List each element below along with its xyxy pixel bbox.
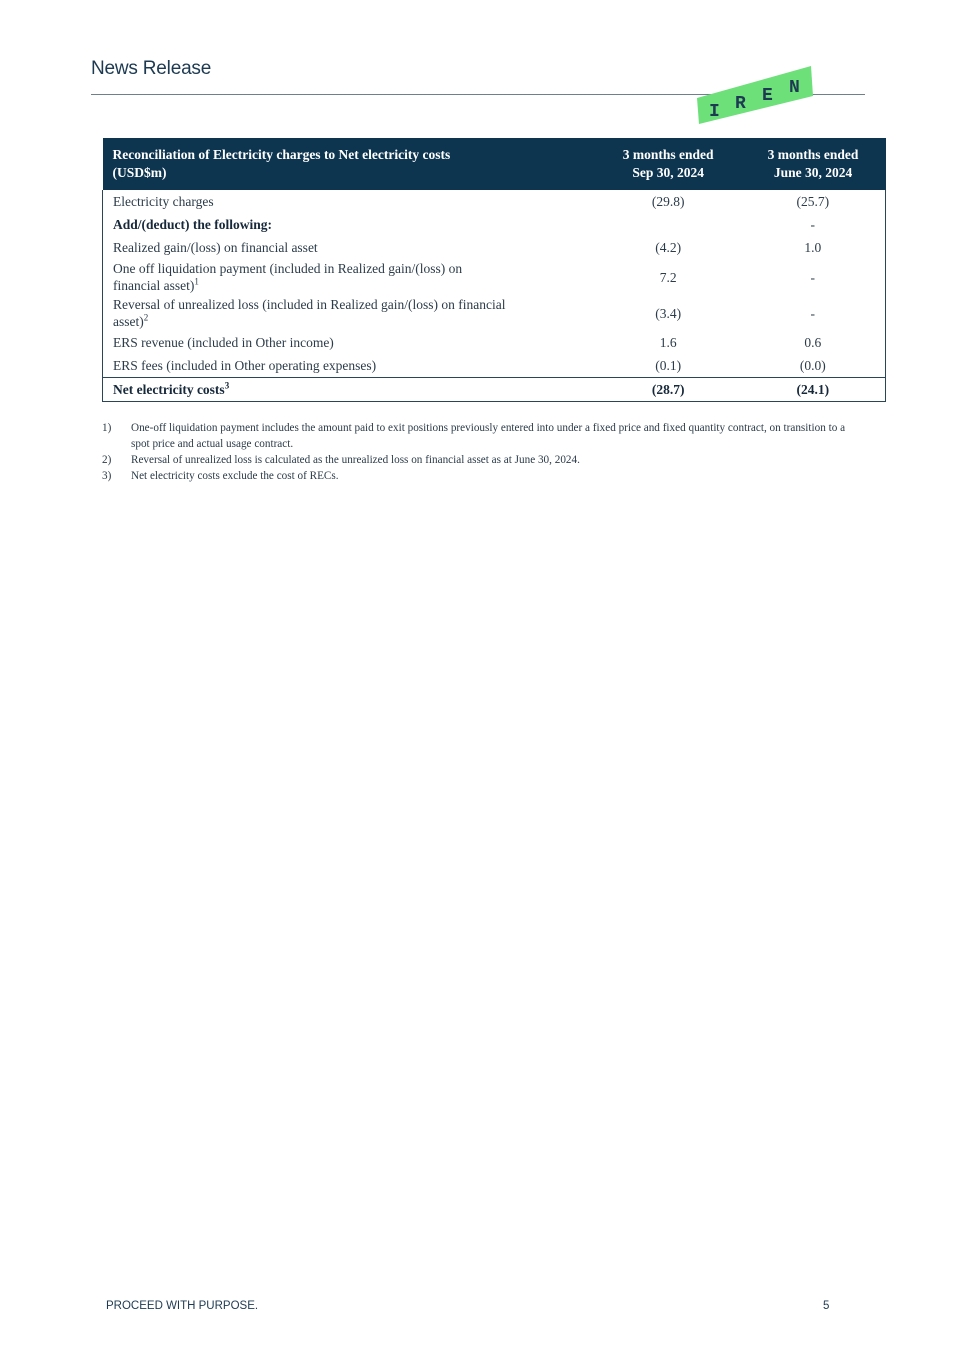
logo-letter-e: E: [762, 86, 773, 106]
footnote-text: Reversal of unrealized loss is calculated as the unrealized loss on financial asset as at June 30, 2024.: [131, 454, 580, 466]
footer-tagline: PROCEED WITH PURPOSE.: [106, 1300, 259, 1312]
row-label: Electricity charges: [113, 194, 214, 209]
header-jun-line1: 3 months ended: [767, 147, 859, 162]
row-sep-value: 1.6: [659, 335, 677, 350]
footnote-marker: 2: [143, 312, 149, 323]
table-row: [103, 259, 886, 295]
footnote-text: Net electricity costs exclude the cost of RECs.: [131, 470, 339, 482]
row-jun-value: -: [810, 305, 816, 321]
iren-logo: [697, 64, 815, 126]
footnote-item: [102, 452, 862, 468]
table-row: [103, 295, 886, 331]
table-row: [103, 354, 886, 377]
page-number: 5: [823, 1300, 830, 1312]
row-label-line1: Reversal of unrealized loss (included in Realized gain/(loss) on financial: [113, 297, 506, 312]
footnote-marker: 3: [224, 380, 230, 390]
row-sep-value: (4.2): [655, 240, 682, 255]
row-jun-value: (0.0): [799, 357, 826, 373]
page-title: News Release: [91, 58, 212, 79]
header-sep-cell: [596, 138, 741, 190]
footnote-item: [102, 468, 862, 484]
table-row: [103, 236, 886, 259]
row-sep-value: (3.4): [655, 305, 682, 321]
header-label-line2: (USD$m): [112, 165, 167, 180]
logo-letter-n: N: [789, 78, 800, 98]
row-jun-value: (25.7): [796, 194, 830, 209]
footnotes: [102, 420, 862, 484]
total-jun-value: (24.1): [796, 381, 830, 397]
footnote-text: One-off liquidation payment includes the amount paid to exit positions previously entered into under a fixed price and fixed quantity contract, on transition to a spot price and actual usage contract.: [131, 422, 846, 450]
footnote-marker: 1: [194, 276, 199, 287]
table-row: [103, 190, 886, 213]
total-label-text: Net electricity costs: [113, 381, 225, 397]
logo-letter-i: I: [709, 102, 720, 122]
row-sep-value: (0.1): [655, 357, 682, 373]
header-jun-line2: June 30, 2024: [773, 165, 853, 180]
row-label: ERS revenue (included in Other income): [113, 335, 334, 350]
table-total-row: [103, 377, 886, 401]
row-label-line2: financial asset): [113, 278, 195, 293]
logo-letter-r: R: [735, 94, 746, 114]
header-label-line1: Reconciliation of Electricity charges to Net electricity costs: [112, 147, 451, 162]
header-label-cell: [103, 138, 596, 190]
table-row: [103, 213, 886, 236]
total-sep-value: (28.7): [651, 381, 685, 397]
row-sep-value: [596, 213, 741, 236]
row-sep-value: (29.8): [651, 194, 685, 209]
row-label-line2: asset): [113, 314, 144, 329]
row-label: ERS fees (included in Other operating expenses): [113, 357, 377, 373]
header-sep-line1: 3 months ended: [622, 147, 714, 162]
reconciliation-table-container: [102, 138, 886, 402]
row-sep-value: 7.2: [659, 269, 677, 285]
row-label: [103, 295, 596, 331]
reconciliation-table: [102, 138, 886, 402]
row-jun-value: 1.0: [804, 240, 822, 255]
footnote-item: [102, 420, 862, 452]
table-row: [103, 331, 886, 354]
header-sep-line2: Sep 30, 2024: [632, 165, 704, 180]
row-jun-value: -: [810, 217, 816, 232]
row-label-line1: One off liquidation payment (included in Realized gain/(loss) on: [113, 261, 463, 276]
row-label: [103, 259, 596, 295]
row-jun-value: 0.6: [804, 335, 822, 350]
footnote-number: 1): [102, 422, 112, 434]
row-jun-value: -: [810, 269, 816, 285]
table-header-row: [103, 138, 886, 190]
row-label: Add/(deduct) the following:: [113, 217, 273, 232]
header-jun-cell: [741, 138, 886, 190]
footnote-number: 3): [102, 470, 112, 482]
row-label: Realized gain/(loss) on financial asset: [113, 240, 318, 255]
total-label: [103, 377, 596, 401]
footnote-number: 2): [102, 454, 112, 466]
